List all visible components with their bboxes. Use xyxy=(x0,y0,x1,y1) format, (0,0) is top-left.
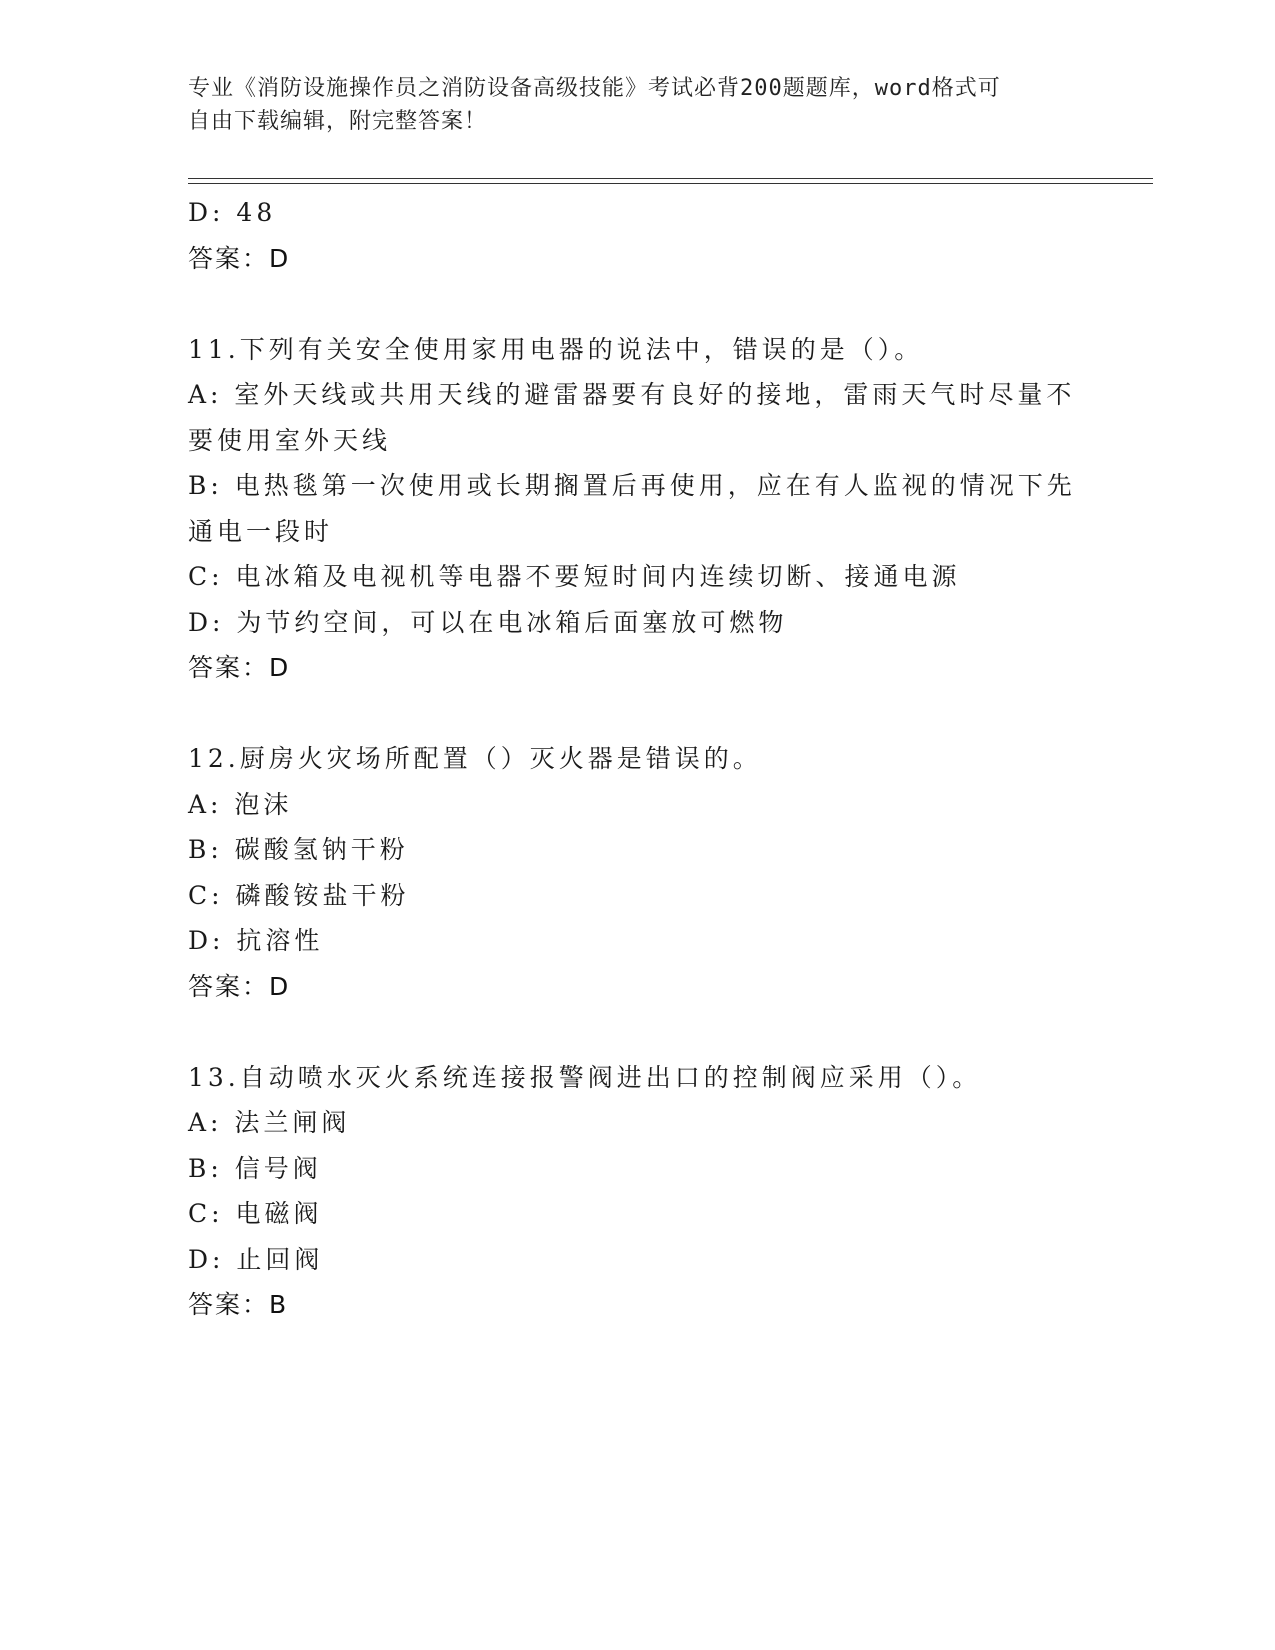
option-b: B: 碳酸氢钠干粉 xyxy=(188,835,409,864)
option-a: A: 室外天线或共用天线的避雷器要有良好的接地，雷雨天气时尽量不 xyxy=(188,380,1076,409)
option-d: D: 抗溶性 xyxy=(188,926,324,955)
option-b-continued: 通电一段时 xyxy=(188,516,334,546)
document-header xyxy=(188,72,1068,138)
option-b: B: 电热毯第一次使用或长期搁置后再使用，应在有人监视的情况下先 xyxy=(188,471,1076,500)
option-a: A: 泡沫 xyxy=(188,789,293,819)
option-c: C: 电冰箱及电视机等电器不要短时间内连续切断、接通电源 xyxy=(188,562,961,591)
header-line-1: 专业《消防设施操作员之消防设备高级技能》考试必背200题题库，word格式可 xyxy=(188,76,1001,101)
option-d: D: 为节约空间，可以在电冰箱后面塞放可燃物 xyxy=(188,607,788,637)
header-divider-bottom xyxy=(188,183,1153,184)
question-12 xyxy=(188,736,1088,1009)
question-11 xyxy=(188,327,1088,691)
option-c: C: 磷酸铵盐干粉 xyxy=(188,880,410,910)
spacer xyxy=(188,281,1088,327)
question-stem: 13.自动喷水灭火系统连接报警阀进出口的控制阀应采用（）。 xyxy=(188,1062,982,1092)
option-b: B: 信号阀 xyxy=(188,1153,322,1183)
previous-question-tail xyxy=(188,190,1088,281)
question-stem: 11.下列有关安全使用家用电器的说法中，错误的是（）。 xyxy=(188,334,924,364)
answer-line: 答案：D xyxy=(188,971,291,1001)
question-13 xyxy=(188,1055,1088,1328)
header-divider-top xyxy=(188,178,1153,179)
option-a-continued: 要使用室外天线 xyxy=(188,425,392,455)
answer-line: 答案：D xyxy=(188,653,291,682)
option-d: D: 48 xyxy=(188,198,277,227)
option-a: A: 法兰闸阀 xyxy=(188,1108,351,1137)
question-list xyxy=(188,190,1088,1328)
header-line-2: 自由下载编辑，附完整答案！ xyxy=(188,109,488,134)
option-d: D: 止回阀 xyxy=(188,1244,324,1274)
answer-line: 答案：D xyxy=(188,243,291,273)
answer-line: 答案：B xyxy=(188,1290,289,1319)
option-c: C: 电磁阀 xyxy=(188,1199,323,1228)
spacer xyxy=(188,1009,1088,1055)
spacer xyxy=(188,691,1088,737)
question-stem: 12.厨房火灾场所配置（）灭火器是错误的。 xyxy=(188,744,762,773)
